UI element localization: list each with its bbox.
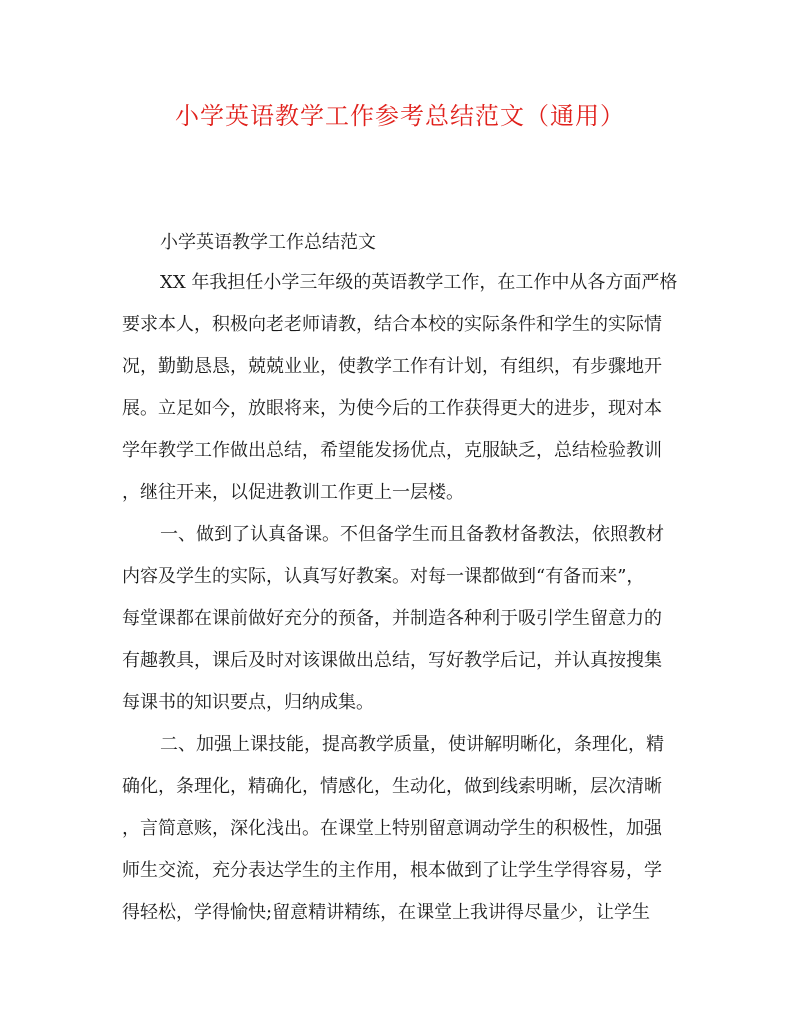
paragraph-line: 要求本人，积极向老老师请教，结合本校的实际条件和学生的实际情 [122, 314, 662, 335]
paragraph-line: XX 年我担任小学三年级的英语教学工作，在工作中从各方面严格 [160, 272, 678, 293]
paragraph-line: 每堂课都在课前做好充分的预备，并制造各种利于吸引学生留意力的 [122, 608, 662, 629]
paragraph-line: 师生交流，充分表达学生的主作用，根本做到了让学生学得容易，学 [122, 860, 662, 881]
document-subtitle: 小学英语教学工作总结范文 [160, 232, 376, 253]
paragraph-line: ，言简意赅，深化浅出。在课堂上特别留意调动学生的积极性，加强 [122, 818, 662, 839]
paragraph-line: 二、加强上课技能，提高教学质量，使讲解明晰化，条理化，精 [160, 734, 664, 755]
paragraph-line: 确化，条理化，精确化，情感化，生动化，做到线索明晰，层次清晰 [122, 776, 662, 797]
paragraph-line: 有趣教具，课后及时对该课做出总结，写好教学后记，并认真按搜集 [122, 650, 662, 671]
paragraph-line: 况，勤勤恳恳，兢兢业业，使教学工作有计划，有组织，有步骤地开 [122, 356, 662, 377]
paragraph-line: 每课书的知识要点，归纳成集。 [122, 692, 374, 713]
paragraph-line: 一、做到了认真备课。不但备学生而且备教材备教法，依照教材 [160, 524, 664, 545]
paragraph-line: 得轻松，学得愉快;留意精讲精练，在课堂上我讲得尽量少，让学生 [122, 902, 651, 923]
paragraph-line: 展。立足如今，放眼将来，为使今后的工作获得更大的进步，现对本 [122, 398, 662, 419]
paragraph-line: 学年教学工作做出总结，希望能发扬优点，克服缺乏，总结检验教训 [122, 440, 662, 461]
document-title: 小学英语教学工作参考总结范文（通用） [175, 102, 625, 130]
paragraph-line: ，继往开来，以促进教训工作更上一层楼。 [122, 482, 464, 503]
paragraph-line: 内容及学生的实际，认真写好教案。对每一课都做到“有备而来”， [122, 566, 645, 587]
